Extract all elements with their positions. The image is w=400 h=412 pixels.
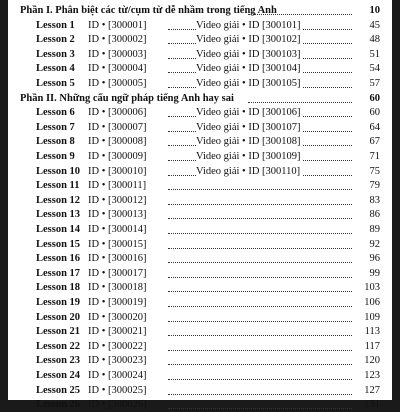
dot-leader (248, 4, 352, 15)
toc-lesson-row (8, 194, 384, 208)
page-number: 127 (364, 384, 380, 396)
page-number: 75 (369, 165, 380, 177)
dot-leader (168, 179, 352, 190)
lesson-id: ID • [300008] (88, 136, 147, 148)
lesson-label: Lesson 22 (36, 340, 81, 352)
toc-lesson-row (8, 238, 384, 252)
dot-leader (168, 384, 352, 395)
dot-leader (168, 340, 352, 351)
page-number: 109 (364, 311, 380, 323)
lesson-id: ID • [300020] (88, 311, 147, 323)
lesson-label: Lesson 25 (36, 384, 81, 396)
video-id: Video giải • ID [300104] (196, 63, 301, 75)
page-number: 83 (369, 194, 380, 206)
lesson-label: Lesson 4 (36, 63, 75, 75)
lesson-label: Lesson 18 (36, 282, 81, 294)
page-number: 10 (369, 5, 380, 16)
page-number: 60 (369, 92, 380, 104)
lesson-id: ID • [300024] (88, 370, 147, 381)
lesson-label: Lesson 24 (36, 370, 81, 381)
page-number: 106 (364, 297, 380, 308)
lesson-id: ID • [300011] (88, 180, 147, 192)
lesson-id: ID • [300022] (88, 340, 147, 352)
page-number: 96 (369, 253, 380, 265)
toc-lesson-row (8, 398, 384, 412)
toc-lesson-row (8, 150, 384, 164)
lesson-id: ID • [300005] (88, 78, 147, 89)
lesson-id: ID • [300025] (88, 384, 147, 396)
lesson-label: Lesson 15 (36, 238, 81, 250)
dot-leader (168, 369, 352, 380)
lesson-label: Lesson 10 (36, 165, 81, 177)
dot-leader (168, 325, 352, 336)
lesson-label: Lesson 16 (36, 253, 81, 265)
lesson-label: Lesson 11 (36, 180, 80, 192)
toc-lesson-row (8, 135, 384, 149)
video-id: Video giải • ID [300110] (196, 165, 301, 177)
dot-leader (168, 354, 352, 365)
page-number: 123 (364, 370, 380, 381)
page-number: 71 (369, 151, 380, 162)
lesson-label: Lesson 21 (36, 326, 81, 338)
video-id: Video giải • ID [300101] (196, 19, 301, 31)
lesson-label: Lesson 23 (36, 355, 81, 367)
lesson-label: Lesson 6 (36, 107, 75, 119)
toc-section-heading (8, 4, 384, 18)
toc-lesson-row (8, 179, 384, 193)
page-number: 117 (364, 340, 380, 352)
lesson-id: ID • [300021] (88, 326, 147, 338)
lesson-label: Lesson 13 (36, 209, 81, 221)
dot-leader (168, 296, 352, 307)
toc-lesson-row (8, 325, 384, 339)
toc-lesson-row (8, 208, 384, 222)
page-number: 51 (369, 48, 380, 60)
dot-leader (168, 194, 352, 205)
dot-leader (168, 223, 352, 234)
toc-lesson-row (8, 165, 384, 179)
toc-lesson-row (8, 354, 384, 368)
lesson-label: Lesson 12 (36, 194, 81, 206)
lesson-label: Lesson 20 (36, 311, 81, 323)
lesson-id: ID • [300019] (88, 297, 147, 308)
lesson-id: ID • [300004] (88, 63, 147, 75)
lesson-id: ID • [300018] (88, 282, 147, 294)
lesson-id: ID • [300015] (88, 238, 147, 250)
page-number: 79 (369, 180, 380, 192)
toc-lesson-row (8, 223, 384, 237)
page-number: 54 (369, 63, 380, 75)
dot-leader (168, 311, 352, 322)
toc-lesson-row (8, 77, 384, 91)
lesson-id: ID • [300012] (88, 194, 147, 206)
toc-lesson-row (8, 281, 384, 295)
video-id: Video giải • ID [300109] (196, 151, 301, 162)
lesson-id: ID • [300023] (88, 355, 147, 367)
dot-leader (168, 398, 352, 409)
lesson-label: Lesson 19 (36, 297, 81, 308)
toc-section-heading (8, 92, 384, 106)
lesson-id: ID • [300013] (88, 209, 147, 221)
video-id: Video giải • ID [300106] (196, 107, 301, 119)
page-number: 89 (369, 224, 380, 235)
page-number: 64 (369, 121, 380, 133)
page-number: 57 (369, 78, 380, 89)
page-number: 113 (364, 326, 380, 338)
dot-leader (168, 252, 352, 263)
page-number: 67 (369, 136, 380, 148)
dot-leader (168, 267, 352, 278)
dot-leader (168, 238, 352, 249)
page-number: 60 (369, 107, 380, 119)
video-id: Video giải • ID [300105] (196, 78, 301, 89)
video-id: Video giải • ID [300103] (196, 48, 301, 60)
lesson-label: Lesson 3 (36, 48, 75, 60)
section-title: Phần I. Phân biệt các từ/cụm từ dễ nhầm trong tiếng Anh (20, 5, 277, 16)
page-number: 103 (364, 282, 380, 294)
lesson-label: Lesson 8 (36, 136, 75, 148)
page-number: 131 (364, 399, 380, 411)
lesson-id: ID • [300010] (88, 165, 147, 177)
lesson-label: Lesson 1 (36, 19, 75, 31)
toc-lesson-row (8, 311, 384, 325)
toc-lesson-row (8, 252, 384, 266)
lesson-label: Lesson 14 (36, 224, 81, 235)
video-id: Video giải • ID [300108] (196, 136, 301, 148)
lesson-id: ID • [300017] (88, 267, 147, 279)
toc-lesson-row (8, 19, 384, 33)
lesson-id: ID • [300009] (88, 151, 147, 162)
toc-lesson-row (8, 384, 384, 398)
page-number: 120 (364, 355, 380, 367)
page-number: 92 (369, 238, 380, 250)
lesson-id: ID • [300002] (88, 34, 147, 46)
video-id: Video giải • ID [300102] (196, 34, 301, 46)
toc-lesson-row (8, 267, 384, 281)
dot-leader (168, 281, 352, 292)
page-number: 86 (369, 209, 380, 221)
lesson-label: Lesson 2 (36, 34, 75, 46)
dot-leader (248, 92, 352, 103)
lesson-id: ID • [300026] (88, 399, 147, 411)
lesson-label: Lesson 7 (36, 121, 75, 133)
toc-lesson-row (8, 48, 384, 62)
lesson-label: Lesson 26 (36, 399, 81, 411)
video-id: Video giải • ID [300107] (196, 121, 301, 133)
lesson-label: Lesson 9 (36, 151, 75, 162)
page-number: 99 (369, 267, 380, 279)
toc-page (8, 0, 392, 411)
toc-lesson-row (8, 33, 384, 47)
lesson-label: Lesson 5 (36, 78, 75, 89)
lesson-label: Lesson 17 (36, 267, 81, 279)
dot-leader (168, 208, 352, 219)
toc-lesson-row (8, 296, 384, 310)
lesson-id: ID • [300006] (88, 107, 147, 119)
toc-lesson-row (8, 369, 384, 383)
lesson-id: ID • [300001] (88, 19, 147, 31)
lesson-id: ID • [300003] (88, 48, 147, 60)
lesson-id: ID • [300007] (88, 121, 147, 133)
section-title: Phần II. Những cấu ngữ pháp tiếng Anh hay sai (20, 92, 234, 104)
page-number: 45 (369, 19, 380, 31)
page-number: 48 (369, 34, 380, 46)
lesson-id: ID • [300016] (88, 253, 147, 265)
toc-lesson-row (8, 62, 384, 76)
toc-lesson-row (8, 121, 384, 135)
toc-lesson-row (8, 340, 384, 354)
toc-lesson-row (8, 106, 384, 120)
lesson-id: ID • [300014] (88, 224, 147, 235)
